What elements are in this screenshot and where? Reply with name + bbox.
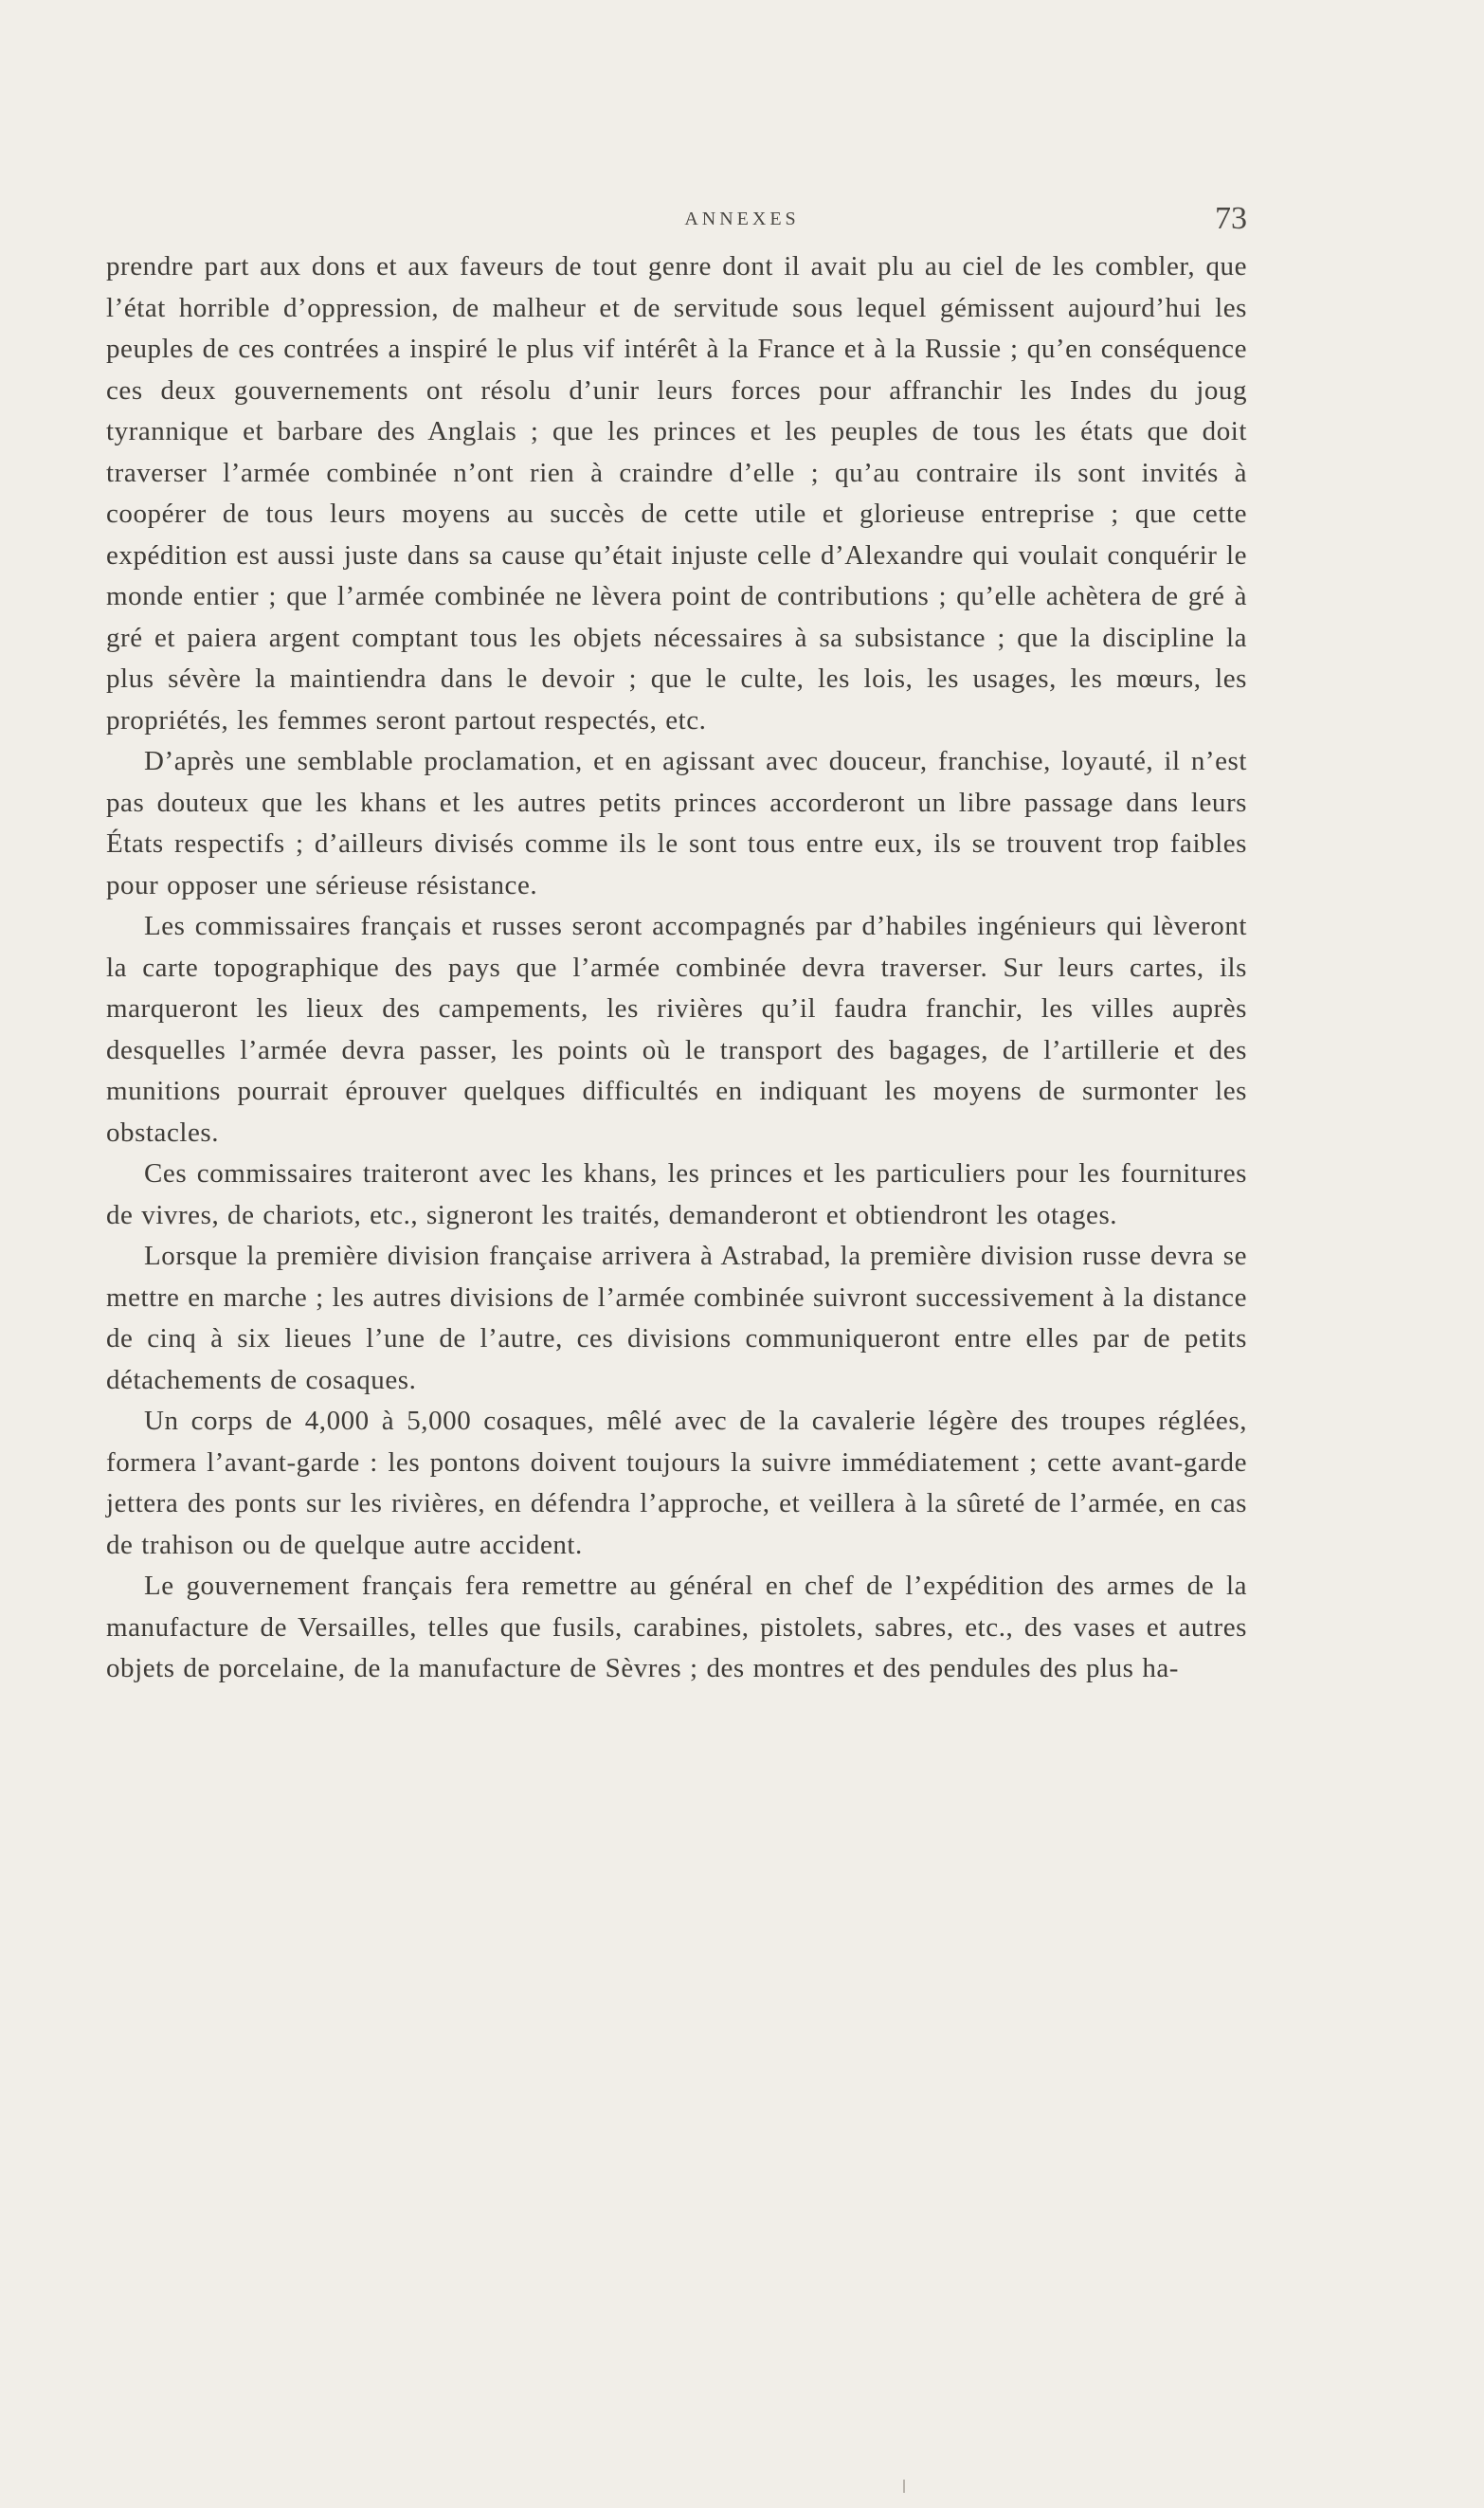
paragraph-commissioners: Ces commissaires traiteront avec les khans, les princes et les particuliers pour les fournitures de vivres, de chariots, etc., signeront les traités, demanderont et obtiendront les otages. [106, 1158, 1247, 1230]
paragraph-cossacks: Un corps de 4,000 à 5,000 cosaques, mêlé avec de la cavalerie légère des troupes réglées, formera l’avant-garde : les pontons doivent toujours la suivre immédiatement ; cette avant-garde jettera des ponts sur les rivières, en défendra l’approche, et veillera à la sûreté de l’armée, en cas de trahison ou de quelque autre accident. [106, 1406, 1247, 1560]
page-number: 73 [1215, 201, 1247, 236]
paragraph-engineers: Les commissaires français et russes seront accompagnés par d’habiles ingénieurs qui lèveront la carte topographique des pays que l’armée combinée devra traverser. Sur leurs cartes, ils marqueront les lieux des campements, les rivières qu’il faudra franchir, les villes auprès desquelles l’armée devra passer, les points où le transport des bagages, de l’artillerie et des munitions pourrait éprouver quelques difficultés en indiquant les moyens de surmonter les obstacles. [106, 911, 1247, 1148]
body-text [106, 246, 1247, 1690]
scan-mark [903, 2480, 905, 2493]
running-title: ANNEXES [684, 209, 800, 229]
running-head [0, 203, 1484, 241]
paragraph-gifts: Le gouvernement français fera remettre au général en chef de l’expédition des armes de la manufacture de Versailles, telles que fusils, carabines, pistolets, sabres, etc., des vases et autres objets de porcelaine, de la manufacture de Sèvres ; des montres et des pendules des plus ha- [106, 1571, 1247, 1683]
paragraph-continued-proclamation: prendre part aux dons et aux faveurs de tout genre dont il avait plu au ciel de les combler, que l’état horrible d’oppression, de malheur et de servitude sous lequel gémissent aujourd’hui les peuples de ces contrées a inspiré le plus vif intérêt à la France et à la Russie ; qu’en conséquence ces deux gouvernements ont résolu d’unir leurs forces pour affranchir les Indes du joug tyrannique et barbare des Anglais ; que les princes et les peuples de tous les états que doit traverser l’armée combinée n’ont rien à craindre d’elle ; qu’au contraire ils sont invités à coopérer de tous leurs moyens au succès de cette utile et glorieuse entreprise ; que cette expédition est aussi juste dans sa cause qu’était injuste celle d’Alexandre qui voulait conquérir le monde entier ; que l’armée combinée ne lèvera point de contributions ; qu’elle achètera de gré à gré et paiera argent comptant tous les objets nécessaires à sa subsistance ; que la discipline la plus sévère la maintiendra dans le devoir ; que le culte, les lois, les usages, les mœurs, les propriétés, les femmes seront partout respectés, etc. [106, 251, 1247, 736]
paragraph-free-passage: D’après une semblable proclamation, et en agissant avec douceur, franchise, loyauté, il n’est pas douteux que les khans et les autres petits princes accorderont un libre passage dans leurs États respectifs ; d’ailleurs divisés comme ils le sont tous entre eux, ils se trouvent trop faibles pour opposer une sérieuse résistance. [106, 746, 1247, 900]
paragraph-divisions: Lorsque la première division française arrivera à Astrabad, la première division russe devra se mettre en marche ; les autres divisions de l’armée combinée suivront successivement à la distance de cinq à six lieues l’une de l’autre, ces divisions communiqueront entre elles par de petits détachements de cosaques. [106, 1241, 1247, 1395]
